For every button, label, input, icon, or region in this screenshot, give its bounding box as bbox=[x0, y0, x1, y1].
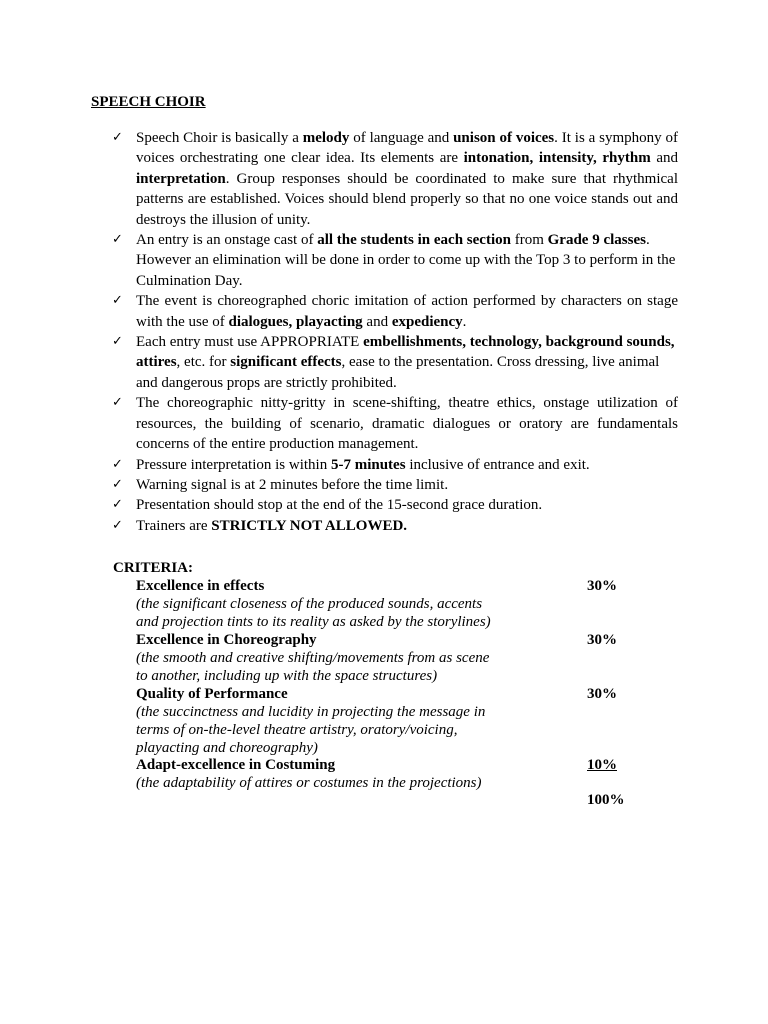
checkmark-icon: ✓ bbox=[112, 476, 123, 492]
checkmark-icon: ✓ bbox=[112, 334, 123, 350]
rules-list bbox=[112, 128, 678, 536]
criterion-percentage: 30% bbox=[587, 632, 617, 648]
checkmark-icon: ✓ bbox=[112, 456, 123, 472]
criterion-costuming bbox=[136, 756, 636, 792]
list-item: ✓ Speech Choir is basically a melody of language and unison of voices. It is a symphony of voices orchestrating one clear idea. Its elements are intonation, intensity, rhythm and interpretation. Group responses should be coordinated to make sure that rhythmical patterns are established. Voices should blend properly so that no one voice stands out and destroys the illusion of unity. bbox=[112, 130, 678, 228]
criterion-name: Quality of Performance bbox=[136, 686, 288, 702]
criterion-description: (the adaptability of attires or costumes in the projections) bbox=[136, 775, 482, 791]
criterion-performance bbox=[136, 685, 636, 757]
checkmark-icon: ✓ bbox=[112, 395, 123, 411]
checkmark-icon: ✓ bbox=[112, 517, 123, 533]
criterion-percentage: 30% bbox=[587, 686, 617, 702]
criterion-percentage: 30% bbox=[587, 578, 617, 594]
criterion-description: (the significant closeness of the produced sounds, accents and projection tints to its reality as asked by the storylines) bbox=[136, 596, 491, 630]
list-item: ✓ An entry is an onstage cast of all the students in each section from Grade 9 classes. However an elimination will be done in order to come up with the Top 3 to perform in the Culmination Day. bbox=[112, 232, 676, 289]
criterion-description: (the smooth and creative shifting/movements from as scene to another, including up with the space structures) bbox=[136, 650, 490, 684]
checkmark-icon: ✓ bbox=[112, 130, 123, 145]
criterion-name: Excellence in effects bbox=[136, 578, 265, 594]
total-percentage: 100% bbox=[587, 792, 625, 808]
criteria-heading: CRITERIA: bbox=[113, 560, 194, 576]
criterion-percentage: 10% bbox=[587, 757, 617, 773]
checkmark-icon: ✓ bbox=[112, 293, 123, 309]
list-item: ✓ Each entry must use APPROPRIATE embellishments, technology, background sounds, attires, etc. for significant effects, ease to the presentation. Cross dressing, live animal and dangerous props are strictly prohibited. bbox=[112, 334, 675, 391]
list-item: ✓ Pressure interpretation is within 5-7 minutes inclusive of entrance and exit. bbox=[112, 455, 678, 475]
list-item: ✓ Trainers are STRICTLY NOT ALLOWED. bbox=[112, 516, 678, 536]
list-item: ✓ Warning signal is at 2 minutes before the time limit. bbox=[112, 475, 678, 495]
criterion-name: Adapt-excellence in Costuming bbox=[136, 757, 336, 773]
criterion-effects bbox=[136, 577, 636, 631]
criterion-description: (the succinctness and lucidity in projecting the message in terms of on-the-level theatre artistry, oratory/voicing, playacting and choreography) bbox=[136, 704, 486, 756]
checkmark-icon: ✓ bbox=[112, 497, 123, 513]
page-title: SPEECH CHOIR bbox=[91, 94, 206, 110]
list-item: ✓ The event is choreographed choric imitation of action performed by characters on stage with the use of dialogues, playacting and expediency. bbox=[112, 293, 678, 330]
checkmark-icon: ✓ bbox=[112, 232, 123, 248]
list-item: ✓ The choreographic nitty-gritty in scene-shifting, theatre ethics, onstage utilization of resources, the building of scenario, dramatic dialogues or oratory are fundamentals concerns of the entire production management. bbox=[112, 395, 678, 453]
criterion-choreography bbox=[136, 631, 636, 685]
list-item: ✓ Presentation should stop at the end of the 15-second grace duration. bbox=[112, 495, 678, 515]
criterion-name: Excellence in Choreography bbox=[136, 632, 317, 648]
